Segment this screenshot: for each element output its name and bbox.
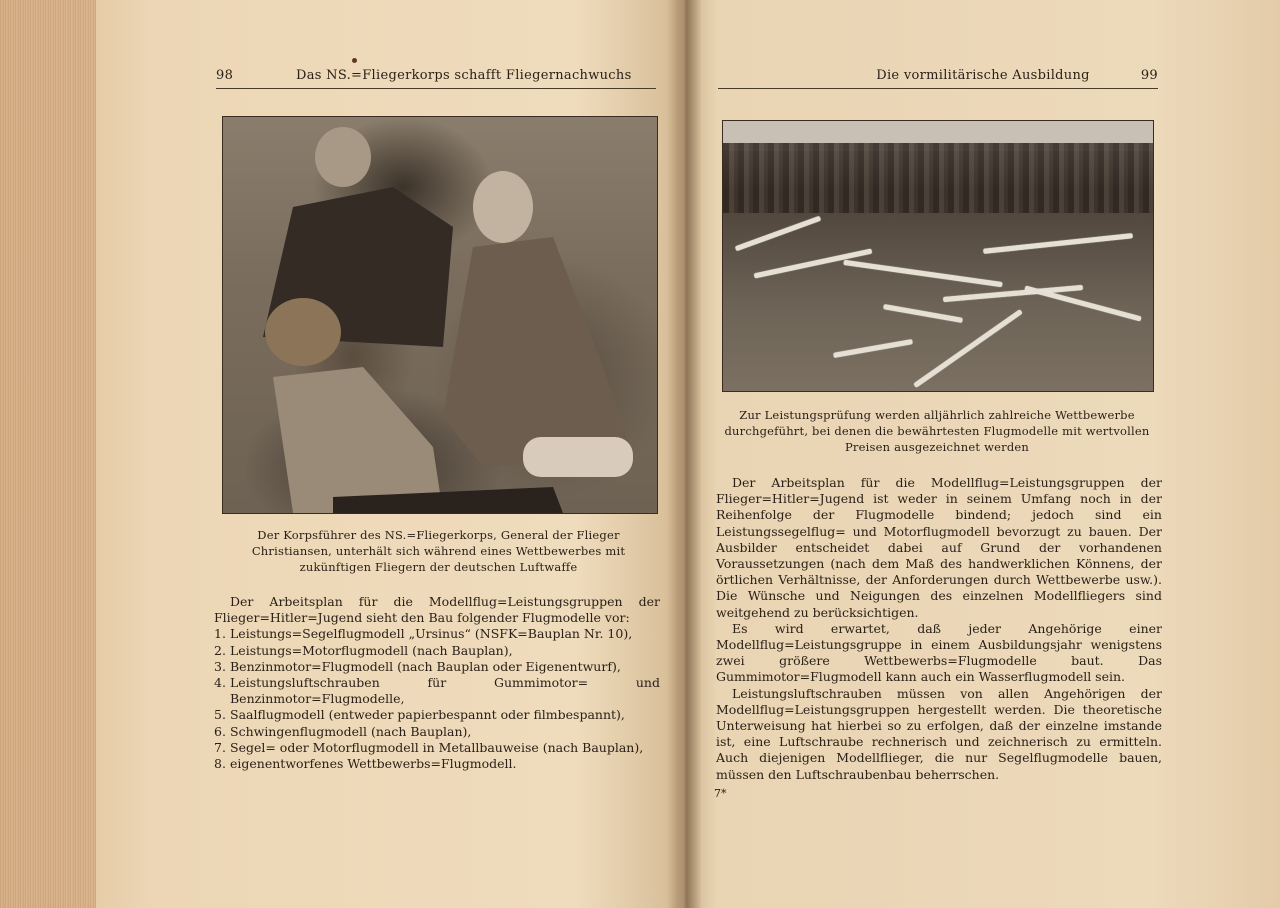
list-item: 5. Saalflugmodell (entweder papierbespannt oder filmbespannt), xyxy=(214,707,625,723)
left-running-header xyxy=(216,68,656,89)
model-list xyxy=(214,626,660,772)
model-glider xyxy=(883,304,963,323)
model-glider xyxy=(1024,286,1141,322)
left-intro-paragraph: Der Arbeitsplan für die Modellflug=Leistungsgruppen der Flieger=Hitler=Jugend sieht den Bau folgender Flugmodelle vor: xyxy=(214,594,660,626)
right-photo-model-glider-contest xyxy=(722,120,1154,392)
photo-crowd xyxy=(723,143,1153,213)
list-item: 1. Leistungs=Segelflugmodell „Ursinus“ (NSFK=Bauplan Nr. 10), xyxy=(214,626,633,642)
right-body-text xyxy=(716,475,1162,783)
list-item: 7. Segel= oder Motorflugmodell in Metallbauweise (nach Bauplan), xyxy=(214,739,644,755)
left-photo-caption: Der Korpsführer des NS.=Fliegerkorps, General der Flieger Christiansen, unterhält sich während eines Wettbewerbes mit zukünftigen Fliegern der deutschen Luftwaffe xyxy=(251,528,626,574)
left-photo-figures xyxy=(223,117,657,513)
list-item: 3. Benzinmotor=Flugmodell (nach Bauplan oder Eigenentwurf), xyxy=(214,658,621,674)
model-glider xyxy=(843,260,1002,287)
list-item: 8. eigenentworfenes Wettbewerbs=Flugmodell. xyxy=(214,756,517,772)
left-page xyxy=(96,0,671,908)
model-glider xyxy=(735,216,821,251)
list-item: 4. Leistungsluftschrauben für Gummimotor= und Benzinmotor=Flugmodelle, xyxy=(214,675,660,707)
right-paragraph-2: Es wird erwartet, daß jeder Angehörige einer Modellflug=Leistungsgruppe in einem Ausbildungsjahr wenigstens zwei größere Wettbewerbs=Flugmodelle baut. Das Gummimotor=Flugmodell kann auch ein Wasserflugmodell sein. xyxy=(716,620,1162,685)
right-photo-caption: Zur Leistungsprüfung werden alljährlich zahlreiche Wettbewerbe durchgeführt, bei denen die bewährtesten Flugmodelle mit wertvollen Preisen ausgezeichnet werden xyxy=(724,408,1150,454)
list-item: 2. Leistungs=Motorflugmodell (nach Bauplan), xyxy=(214,642,513,658)
right-page-number: 99 xyxy=(1140,68,1158,83)
right-page xyxy=(700,0,1280,908)
sheet-signature-mark: 7* xyxy=(714,787,727,800)
list-item: 6. Schwingenflugmodell (nach Bauplan), xyxy=(214,723,472,739)
book-gutter xyxy=(668,0,702,908)
left-running-head: Das NS.=Fliegerkorps schafft Fliegernachwuchs xyxy=(296,68,632,83)
model-glider xyxy=(913,309,1022,388)
right-running-header xyxy=(718,68,1158,89)
ink-speck xyxy=(352,58,357,63)
right-running-head: Die vormilitärische Ausbildung xyxy=(876,68,1090,83)
right-paragraph-3: Leistungsluftschrauben müssen von allen Angehörigen der Modellflug=Leistungsgruppen hergestellt werden. Die theoretische Unterweisung hat hierbei so zu erfolgen, daß der einzelne imstande ist, eine Luftschraube rechnerisch und zeichnerisch zu ermitteln. Auch diejenigen Modellflieger, die nur Segelflugmodelle bauen, müssen den Luftschraubenbau beherrschen. xyxy=(716,685,1162,782)
model-glider xyxy=(983,233,1133,254)
left-body-text xyxy=(214,594,660,772)
page-edges xyxy=(0,0,96,908)
left-page-number: 98 xyxy=(216,68,234,83)
model-glider xyxy=(833,339,913,358)
left-photo-officers-and-boy xyxy=(222,116,658,514)
right-paragraph-1: Der Arbeitsplan für die Modellflug=Leistungsgruppen der Flieger=Hitler=Jugend ist weder in seinem Umfang noch in der Reihenfolge der Flugmodelle bindend; jedoch sind ein Leistungssegelflug= und Motorflugmodell bevorzugt zu bauen. Der Ausbilder entscheidet dabei auf Grund der vorhandenen Voraussetzungen (nach dem Maß des handwerklichen Könnens, der örtlichen Verhältnisse, der Anforderungen durch Wettbewerbe usw.). Die Wünsche und Neigungen des einzelnen Modellfliegers sind weitgehend zu berücksichtigen. xyxy=(716,475,1162,620)
